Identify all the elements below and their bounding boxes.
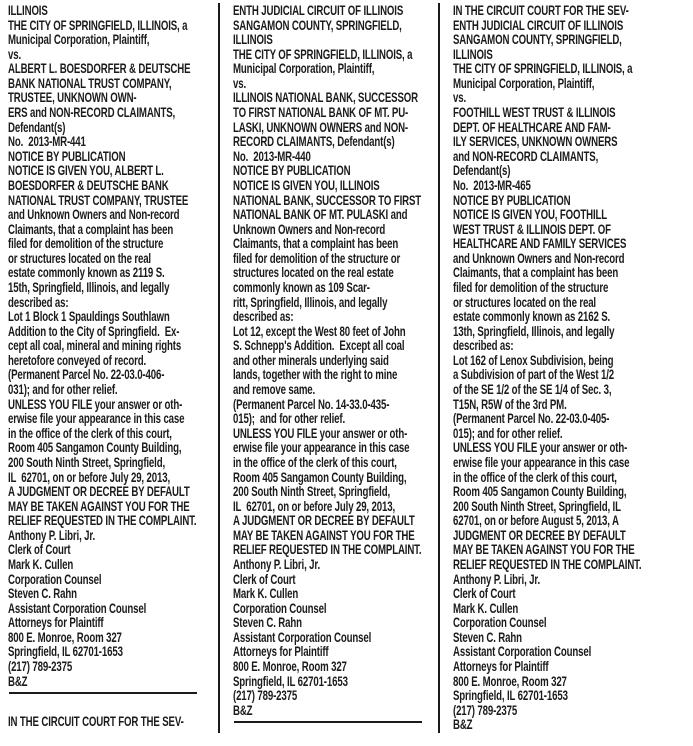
notice-line: structures located on the real estate [233,265,394,281]
notice-line: Addition to the City of Springfield. Ex- [8,323,180,339]
notice-line: commonly known as 109 Scar- [233,279,370,295]
notice-line: Room 405 Sangamon County Building, [8,440,182,456]
notice-line: Mark K. Cullen [453,600,519,616]
notice-line: MAY BE TAKEN AGAINST YOU FOR THE [8,498,190,514]
notice-line: T15N, R5W of the 3rd PM. [453,396,567,412]
notice-line: 031); and for other relief. [8,382,118,398]
notice-line: UNLESS YOU FILE your answer or oth- [233,425,408,441]
notice-line: of the SE 1/2 of the SE 1/4 of Sec. 3, [453,382,612,398]
notice-line: Defendant(s) [8,119,66,135]
notice-line: ritt, Springfield, Illinois, and legally [233,294,388,310]
notice-line: 800 E. Monroe, Room 327 [8,629,122,645]
notice-line: NOTICE IS GIVEN YOU, FOOTHILL [453,207,608,223]
column-divider [218,3,220,733]
notice-line: Anthony P. Libri, Jr. [8,527,96,543]
notice-line: vs. [233,75,247,91]
notice-line: NOTICE BY PUBLICATION [233,163,351,179]
notice-line: NOTICE IS GIVEN YOU, ALBERT L. [8,163,164,179]
notice-line: A JUDGMENT OR DECREE BY DEFAULT [8,484,190,500]
notice-line: (Permanent Parcel No. 22-03.0-405- [453,411,610,427]
notice-line: Assistant Corporation Counsel [453,644,592,660]
notice-line: and remove same. [233,382,316,398]
notice-line: Clerk of Court [233,571,296,587]
notice-line: NATIONAL BANK, SUCCESSOR TO FIRST [233,192,422,208]
notice-line: Corporation Counsel [453,615,547,631]
notice-line: filed for demolition of the structure or [233,250,401,266]
notice-line: IL 62701, on or before July 29, 2013, [233,498,395,514]
notice-line: THE CITY OF SPRINGFIELD, ILLINOIS, a [233,46,413,62]
notice-line: No. 2013-MR-441 [8,134,86,150]
notice-line: RELIEF REQUESTED IN THE COMPLAINT. [453,556,642,572]
notice-line: Lot 1 Block 1 Spauldings Southlawn [8,309,170,325]
notice-line: TRUSTEE, UNKNOWN OWN- [8,90,137,106]
notice-line: NOTICE BY PUBLICATION [8,148,126,164]
notice-line: described as: [8,294,69,310]
notice-line: B&Z [233,702,253,718]
notice-line: JUDGMENT OR DECREE BY DEFAULT [453,527,626,543]
notice-line: erwise file your appearance in this case [8,411,185,427]
notice-line: 015); and for other relief. [233,411,345,427]
notice-line: 800 E. Monroe, Room 327 [233,659,347,675]
notice-line: NOTICE BY PUBLICATION [453,192,571,208]
notice-line: estate commonly known as 2119 S. [8,265,165,281]
notice-column-2 [233,4,437,746]
notice-line: Assistant Corporation Counsel [8,600,147,616]
notice-line: Claimants, that a complaint has been [233,236,399,252]
section-divider-rule [9,692,197,694]
notice-line: B&Z [453,717,473,733]
notice-line: IN THE CIRCUIT COURT FOR THE SEV- [8,714,184,730]
notice-line: ENTH JUDICIAL CIRCUIT OF ILLINOIS [453,17,624,33]
section-divider-rule [234,721,422,723]
notice-line: 200 South Ninth Street, Springfield, [8,454,166,470]
notice-column-1 [8,4,217,746]
notice-line: Anthony P. Libri, Jr. [453,571,541,587]
notice-line: and Unknown Owners and Non-record [453,250,625,266]
notice-line: vs. [453,90,467,106]
notice-line: filed for demolition of the structure [8,236,164,252]
notice-line: 13th, Springfield, Illinois, and legally [453,323,615,339]
notice-line: (Permanent Parcel No. 22-03.0-406- [8,367,165,383]
notice-line: A JUDGMENT OR DECREE BY DEFAULT [233,513,415,529]
notice-line: Room 405 Sangamon County Building, [453,484,627,500]
notice-line: UNLESS YOU FILE your answer or oth- [453,440,628,456]
notice-line: a Subdivision of part of the West 1/2 [453,367,614,383]
notice-line: 800 E. Monroe, Room 327 [453,673,567,689]
notice-line: Steven C. Rahn [453,629,522,645]
notice-line: Assistant Corporation Counsel [233,629,372,645]
notice-line: Unknown Owners and Non-record [233,221,386,237]
notice-line: SANGAMON COUNTY, SPRINGFIELD, [233,17,402,33]
notice-line: in the office of the clerk of this court, [8,425,172,441]
notice-line: IN THE CIRCUIT COURT FOR THE SEV- [453,4,629,18]
notice-column-3 [453,4,692,746]
notice-line: vs. [8,46,22,62]
notice-line: NATIONAL BANK OF MT. PULASKI and [233,207,408,223]
notice-line: estate commonly known as 2162 S. [453,309,611,325]
notice-line: LASKI, UNKNOWN OWNERS and NON- [233,119,408,135]
notice-line: Defendant(s) [453,163,511,179]
notice-line: TO FIRST NATIONAL BANK OF MT. PU- [233,105,409,121]
notice-line: (217) 789-2375 [8,659,73,675]
notice-line: ERS and NON-RECORD CLAIMANTS, [8,105,176,121]
notice-line: Lot 12, except the West 80 feet of John [233,323,406,339]
notice-line: Lot 162 of Lenox Subdivision, being [453,352,614,368]
notice-line: Steven C. Rahn [233,615,302,631]
notice-line: ILLINOIS [233,32,273,48]
notice-line: RELIEF REQUESTED IN THE COMPLAINT. [8,513,197,529]
notice-line: THE CITY OF SPRINGFIELD, ILLINOIS, a [453,61,633,77]
notice-line: 200 South Ninth Street, Springfield, IL [453,498,621,514]
notice-line: THE CITY OF SPRINGFIELD, ILLINOIS, a [8,17,188,33]
notice-line: 200 South Ninth Street, Springfield, [233,484,391,500]
notice-line: No. 2013-MR-465 [453,177,531,193]
notice-line: ILLINOIS [453,46,493,62]
notice-line: WEST TRUST & ILLINOIS DEPT. OF [453,221,611,237]
notice-line: ILLINOIS [8,4,48,18]
notice-line: NOTICE IS GIVEN YOU, ILLINOIS [233,177,380,193]
notice-line: MAY BE TAKEN AGAINST YOU FOR THE [453,542,635,558]
notice-line: FOOTHILL WEST TRUST & ILLINOIS [453,105,616,121]
notice-line: Mark K. Cullen [8,556,74,572]
notice-line: Claimants, that a complaint has been [453,265,619,281]
notice-line: Claimants, that a complaint has been [8,221,174,237]
notice-line: ILLINOIS NATIONAL BANK, SUCCESSOR [233,90,418,106]
notice-line: Municipal Corporation, Plaintiff, [8,32,150,48]
notice-line: erwise file your appearance in this case [453,454,630,470]
notice-line: erwise file your appearance in this case [233,440,410,456]
notice-line: Springfield, IL 62701-1653 [8,644,123,660]
notice-line: SANGAMON COUNTY, SPRINGFIELD, [453,32,622,48]
notice-line: or structures located on the real [453,294,596,310]
notice-line: RELIEF REQUESTED IN THE COMPLAINT. [233,542,422,558]
notice-line: Attorneys for Plaintiff [8,615,104,631]
notice-line: Anthony P. Libri, Jr. [233,556,321,572]
notice-line: described as: [233,309,294,325]
notice-line: or structures located on the real [8,250,151,266]
notice-line: No. 2013-MR-440 [233,148,311,164]
notice-line: BOESDORFER & DEUTSCHE BANK [8,177,169,193]
notice-line: (Permanent Parcel No. 14-33.0-435- [233,396,390,412]
notice-line: IL 62701, on or before July 29, 2013, [8,469,170,485]
notice-line: Attorneys for Plaintiff [233,644,329,660]
notice-line: Corporation Counsel [8,571,102,587]
notice-line: BANK NATIONAL TRUST COMPANY, [8,75,172,91]
notice-line: and Unknown Owners and Non-record [8,207,180,223]
notice-line: 015); and for other relief. [453,425,563,441]
notice-line: NATIONAL TRUST COMPANY, TRUSTEE [8,192,189,208]
notice-line: ENTH JUDICIAL CIRCUIT OF ILLINOIS [233,4,404,18]
notice-line: ILY SERVICES, UNKNOWN OWNERS [453,134,618,150]
notice-line: Springfield, IL 62701-1653 [233,673,348,689]
notice-line: Municipal Corporation, Plaintiff, [233,61,375,77]
notice-line: and NON-RECORD CLAIMANTS, [453,148,599,164]
notice-line: Clerk of Court [8,542,71,558]
notice-line: and other minerals underlying said [233,352,389,368]
notice-line: B&Z [8,673,28,689]
notice-line: heretofore conveyed of record. [8,352,147,368]
notice-line: UNLESS YOU FILE your answer or oth- [8,396,183,412]
notice-line: in the office of the clerk of this court, [233,454,397,470]
notice-line: Springfield, IL 62701-1653 [453,688,568,704]
notice-line: cept all coal, mineral and mining rights [8,338,182,354]
notice-line: Clerk of Court [453,586,516,602]
column-divider [438,3,440,733]
notice-line: DEPT. OF HEALTHCARE AND FAM- [453,119,611,135]
notice-line: S. Schnepp's Addition. Except all coal [233,338,405,354]
notice-line: RECORD CLAIMANTS, Defendant(s) [233,134,395,150]
notice-line: filed for demolition of the structure [453,279,609,295]
notice-line: 15th, Springfield, Illinois, and legally [8,279,170,295]
notice-line: ALBERT L. BOESDORFER & DEUTSCHE [8,61,191,77]
notice-line: Attorneys for Plaintiff [453,659,549,675]
notice-line: HEALTHCARE AND FAMILY SERVICES [453,236,627,252]
notice-line: (217) 789-2375 [233,688,298,704]
notice-line: lands, together with the right to mine [233,367,398,383]
notice-line: 62701, on or before August 5, 2013, A [453,513,619,529]
notice-line: Corporation Counsel [233,600,327,616]
notice-line: in the office of the clerk of this court, [453,469,617,485]
notice-line: Municipal Corporation, Plaintiff, [453,75,595,91]
notice-line: Steven C. Rahn [8,586,77,602]
notice-line: (217) 789-2375 [453,702,518,718]
notice-line: Mark K. Cullen [233,586,299,602]
notice-line: described as: [453,338,514,354]
notice-line: MAY BE TAKEN AGAINST YOU FOR THE [233,527,415,543]
notice-line: Room 405 Sangamon County Building, [233,469,407,485]
